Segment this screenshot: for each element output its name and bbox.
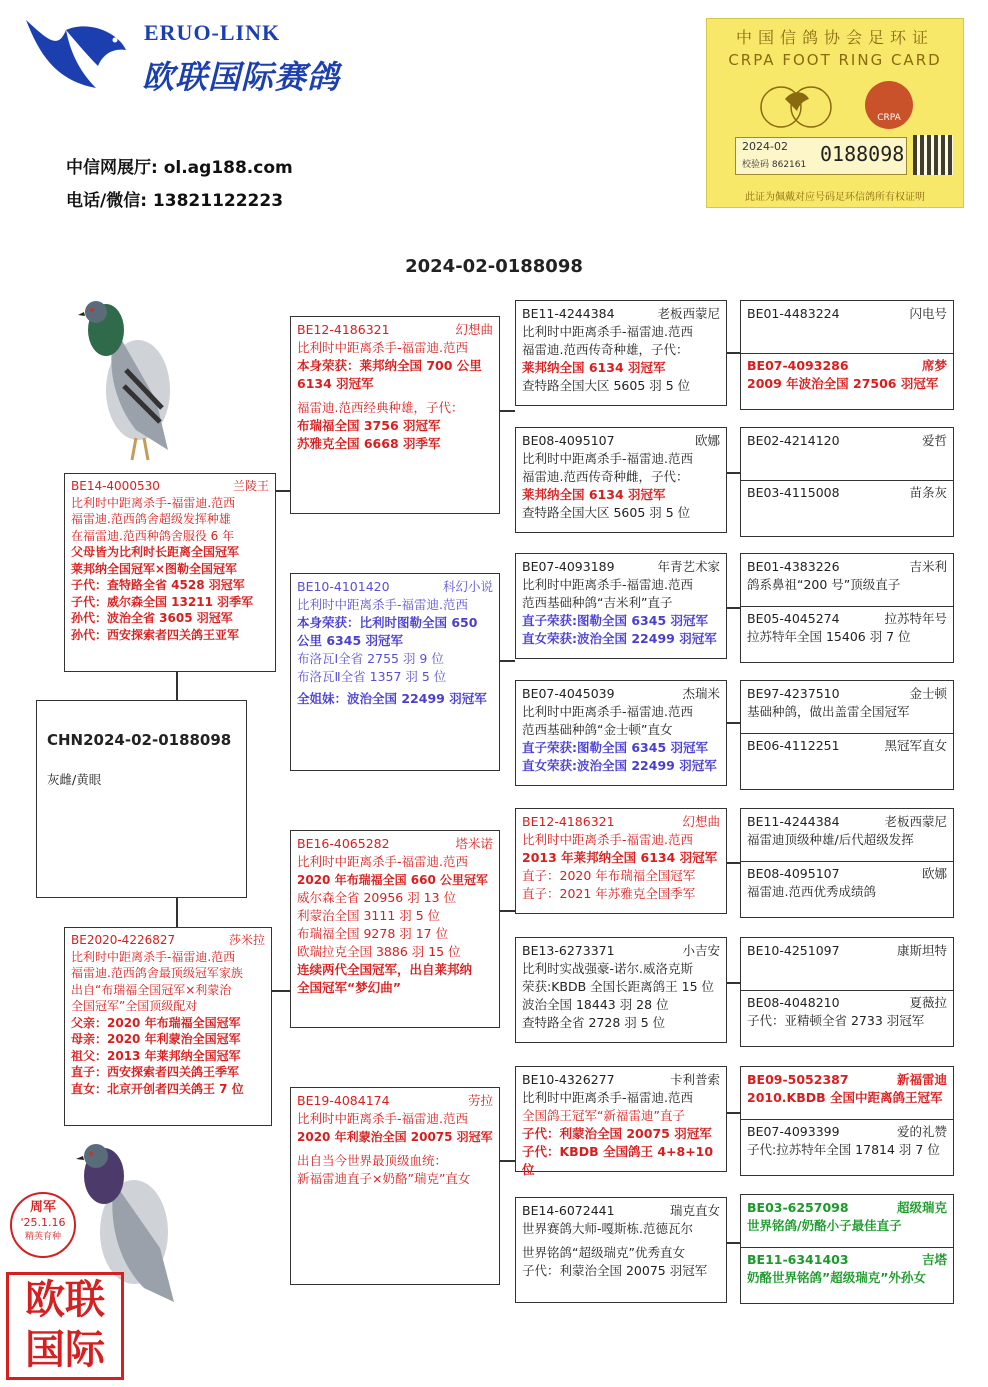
seal-stamp xyxy=(6,1272,124,1380)
gen3-id: BE10-4326277 xyxy=(522,1072,615,1087)
grandsire-sire-box xyxy=(290,316,500,514)
gen4-box xyxy=(740,553,954,663)
gen3-id: BE14-6072441 xyxy=(522,1203,615,1218)
gen4-bot-name: 吉塔 xyxy=(921,1252,947,1267)
stamp-date: '25.1.16 xyxy=(20,1216,66,1229)
gen4-bot-id: BE05-4045274 xyxy=(747,611,840,626)
gen4-bot-note: 子代：亚精顿全省 2733 羽冠军 xyxy=(747,1013,925,1028)
sire-id: BE14-4000530 xyxy=(71,479,160,493)
sd-name: 科幻小说 xyxy=(442,579,493,594)
gen4-bot-id: BE08-4095107 xyxy=(747,866,840,881)
dam-line: 出自“布瑞福全国冠军×利蒙治 xyxy=(71,982,232,997)
gen4-bot-name: 席梦 xyxy=(921,358,947,373)
gen3-box xyxy=(515,680,727,786)
dd-line: 比利时中距离杀手-福雷迪.范西 xyxy=(297,1111,468,1126)
date-stamp xyxy=(10,1192,76,1258)
gen3-line: 荣获:KBDB 全国长距离鸽王 15 位 xyxy=(522,979,715,994)
gen4-bot-note: 福雷迪.范西优秀成绩鸽 xyxy=(747,884,876,899)
granddam-dam-box xyxy=(290,1087,500,1285)
card-title-cn: 中国信鸽协会足环证 xyxy=(735,28,934,47)
dd-line: 新福雷迪直子×奶酪”瑞克”直女 xyxy=(297,1171,471,1186)
gen3-line: 比利时中距离杀手-福雷迪.范西 xyxy=(522,577,693,592)
gen3-name: 瑞克直女 xyxy=(669,1203,720,1218)
gen4-bot-name: 苗条灰 xyxy=(909,485,947,500)
gen3-line: 福雷迪.范西传奇种雌，子代： xyxy=(522,469,689,484)
gen4-box xyxy=(740,1194,954,1304)
gen3-name: 欧娜 xyxy=(694,433,720,448)
globe-pigeon-icon xyxy=(759,81,833,133)
logo-cn: 欧联国际赛鸽 xyxy=(142,58,341,96)
subject-color: 灰雌/黄眼 xyxy=(47,772,102,787)
gen3-line: 范西基础种鸽“吉米利”直子 xyxy=(522,595,673,610)
sd-id: BE10-4101420 xyxy=(297,579,390,594)
gen3-box xyxy=(515,808,727,914)
gen3-id: BE08-4095107 xyxy=(522,433,615,448)
gen4-box xyxy=(740,937,954,1047)
gen4-bot-name: 夏薇拉 xyxy=(909,995,947,1010)
gen4-top-note: 2010.KBDB 全国中距离鸽王冠军 xyxy=(747,1090,943,1105)
gen3-line: 比利时中距离杀手-福雷迪.范西 xyxy=(522,704,693,719)
gen3-honor: 莱邦纳全国 6134 羽冠军 xyxy=(522,487,666,502)
subject-box xyxy=(36,700,247,898)
sire-name: 兰陵王 xyxy=(232,479,269,493)
ring-year: 2024-02 xyxy=(742,140,788,153)
gen3-honor: 直女荣获:波治全国 22499 羽冠军 xyxy=(522,631,717,646)
gen3-name: 老板西蒙尼 xyxy=(657,306,720,321)
gen4-top-name: 吉米利 xyxy=(909,559,947,574)
gen4-bot-note: 奶酪世界铭鸽”超级瑞克”外孙女 xyxy=(747,1270,926,1285)
dam-line: 全国冠军”全国顶级配对 xyxy=(71,999,198,1013)
gen3-id: BE11-4244384 xyxy=(522,306,615,321)
gen4-bot-note: 拉苏特年全国 15406 羽 7 位 xyxy=(747,629,911,644)
gen3-line: 全国鸽王冠军“新福雷迪”直子 xyxy=(522,1108,685,1123)
sire-box xyxy=(64,473,276,672)
gen4-top-id: BE01-4483224 xyxy=(747,306,840,321)
ss-id: BE12-4186321 xyxy=(297,322,390,337)
gen3-honor: 子代：利蒙治全国 20075 羽冠军 xyxy=(522,1126,712,1141)
gen4-bot-id: BE08-4048210 xyxy=(747,995,840,1010)
ring-check: 校验码 862161 xyxy=(742,160,807,170)
gen4-bot-id: BE11-6341403 xyxy=(747,1252,849,1267)
sire-honor: 子代：查特路全省 4528 羽冠军 xyxy=(71,578,245,592)
ds-line: 欧瑞拉克全国 3886 羽 15 位 xyxy=(297,944,461,959)
ds-honor: 全国冠军“梦幻曲” xyxy=(297,980,401,995)
gen3-id: BE13-6273371 xyxy=(522,943,615,958)
crpa-seal-label: CRPA xyxy=(877,113,901,123)
seal-stamp-text: 欧联国际 xyxy=(25,1277,105,1373)
gen3-name: 小吉安 xyxy=(682,943,720,958)
gen3-line: 比利时中距离杀手-福雷迪.范西 xyxy=(522,832,693,847)
ds-line: 威尔森全省 20956 羽 13 位 xyxy=(297,890,457,905)
ds-honor: 2020 年布瑞福全国 660 公里冠军 xyxy=(297,873,488,887)
stamp-label: 精英育种 xyxy=(24,1232,61,1242)
dam-line: 福雷迪.范西鸽舍最顶级冠军家族 xyxy=(71,966,243,980)
ds-honor: 连续两代全国冠军，出自莱邦纳 xyxy=(297,962,473,977)
dd-name: 劳拉 xyxy=(467,1093,493,1108)
gen3-line: 波治全国 18443 羽 28 位 xyxy=(522,997,669,1012)
gen3-id: BE07-4045039 xyxy=(522,686,615,701)
gen3-id: BE07-4093189 xyxy=(522,559,615,574)
gen4-top-note: 基础种鸽，做出盖雷全国冠军 xyxy=(747,704,910,719)
gen3-line: 查特路全国大区 5605 羽 5 位 xyxy=(522,378,691,393)
subject-id: CHN2024-02-0188098 xyxy=(47,731,232,749)
card-title-en: CRPA FOOT RING CARD xyxy=(728,51,942,69)
gen3-line: 直子：2020 年布瑞福全国冠军 xyxy=(522,868,696,883)
ss-name: 幻想曲 xyxy=(455,322,493,337)
foot-ring-card xyxy=(706,18,964,208)
gen4-top-id: BE01-4383226 xyxy=(747,559,840,574)
gen3-box xyxy=(515,553,727,659)
sire-honor: 孙代：波治全省 3605 羽冠军 xyxy=(71,611,233,625)
gen3-name: 卡利普索 xyxy=(669,1072,720,1087)
page-title: 2024-02-0188098 xyxy=(405,256,583,277)
sire-line: 福雷迪.范西鸽舍超级发挥种雄 xyxy=(71,512,231,526)
gen4-box xyxy=(740,427,954,537)
gen4-box xyxy=(740,680,954,790)
ds-id: BE16-4065282 xyxy=(297,836,390,851)
gen3-line: 直子：2021 年苏雅克全国季军 xyxy=(522,886,696,901)
gen4-box xyxy=(740,300,954,410)
gen3-name: 杰瑞米 xyxy=(682,686,720,701)
pigeon-photo-top xyxy=(76,290,176,470)
gen3-line: 福雷迪.范西传奇种雄，子代： xyxy=(522,342,689,357)
gen3-honor: 莱邦纳全国 6134 羽冠军 xyxy=(522,360,666,375)
gen3-name: 年青艺术家 xyxy=(657,559,720,574)
sd-line: 比利时中距离杀手-福雷迪.范西 xyxy=(297,597,468,612)
gen3-line: 比利时中距离杀手-福雷迪.范西 xyxy=(522,451,693,466)
gen4-top-id: BE10-4251097 xyxy=(747,943,840,958)
gen4-bot-id: BE03-4115008 xyxy=(747,485,840,500)
gen4-top-note: 福雷迪顶级种雄/后代超级发挥 xyxy=(747,832,914,847)
dam-name: 莎米拉 xyxy=(228,933,265,947)
ring-number-strip xyxy=(735,137,907,175)
stamp-name: 周军 xyxy=(29,1200,56,1215)
ss-honor: 本身荣获：莱邦纳全国 700 公里 xyxy=(297,358,482,373)
ds-name: 塔米诺 xyxy=(455,836,493,851)
gen3-honor: 直子荣获:图勒全国 6345 羽冠军 xyxy=(522,613,708,628)
gen3-line: 比利时实战强豪-诺尔.威洛克斯 xyxy=(522,961,693,976)
sire-line: 在福雷迪.范西种鸽舍服役 6 年 xyxy=(71,528,235,543)
ds-line: 布瑞福全国 9278 羽 17 位 xyxy=(297,926,449,941)
dam-id: BE2020-4226827 xyxy=(71,933,176,947)
gen4-top-id: BE97-4237510 xyxy=(747,686,840,701)
gen4-top-name: 爱哲 xyxy=(921,433,947,448)
gen3-line: 世界赛鸽大师-嘎斯栋.范德瓦尔 xyxy=(522,1221,693,1236)
ss-line: 福雷迪.范西经典种雄，子代： xyxy=(297,400,464,415)
gen3-line: 范西基础种鸽“金士顿”直女 xyxy=(522,722,673,737)
gen4-top-name: 新福雷迪 xyxy=(896,1072,947,1087)
qr-code-icon xyxy=(913,135,953,175)
sd-line: 布洛瓦Ⅰ全省 2755 羽 9 位 xyxy=(297,651,444,666)
gen4-box xyxy=(740,808,954,918)
gen3-honor: 直子荣获:图勒全国 6345 羽冠军 xyxy=(522,740,708,755)
ds-line: 比利时中距离杀手-福雷迪.范西 xyxy=(297,854,468,869)
gen3-name: 幻想曲 xyxy=(682,814,720,829)
gen4-top-name: 康斯坦特 xyxy=(896,943,947,958)
logo xyxy=(18,10,418,110)
gen4-bot-id: BE07-4093399 xyxy=(747,1124,840,1139)
gen4-top-note: 世界铭鸽/奶酪小子最佳直子 xyxy=(747,1218,902,1233)
sire-honor: 子代：威尔森全国 13211 羽季军 xyxy=(71,594,254,609)
dam-honor: 祖父：2013 年莱邦纳全国冠军 xyxy=(71,1048,241,1063)
gen4-bot-name: 拉苏特年号 xyxy=(884,611,947,626)
dd-honor: 2020 年利蒙治全国 20075 羽冠军 xyxy=(297,1130,493,1144)
gen3-line: 比利时中距离杀手-福雷迪.范西 xyxy=(522,1090,693,1105)
gen4-bot-note: 2009 年波治全国 27506 羽冠军 xyxy=(747,376,939,391)
ss-honor: 苏雅克全国 6668 羽季军 xyxy=(297,436,441,451)
card-footer: 此证为佩戴对应号码足环信鸽所有权证明 xyxy=(745,192,925,203)
ss-honor: 6134 羽冠军 xyxy=(297,376,374,391)
sire-honor: 孙代：西安探索者四关鸽王亚军 xyxy=(71,627,240,642)
dd-id: BE19-4084174 xyxy=(297,1093,390,1108)
sd-honor: 公里 6345 羽冠军 xyxy=(297,633,403,648)
gen4-top-name: 金士顿 xyxy=(909,686,947,701)
gen3-honor: 直女荣获:波治全国 22499 羽冠军 xyxy=(522,758,717,773)
dam-honor: 母亲：2020 年利蒙治全国冠军 xyxy=(71,1032,241,1046)
gen4-box xyxy=(740,1066,954,1176)
granddam-sire-box xyxy=(290,573,500,771)
gen4-bot-id: BE06-4112251 xyxy=(747,738,840,753)
ring-number: 0188098 xyxy=(820,142,905,166)
gen3-line: 世界铭鸽“超级瑞克”优秀直女 xyxy=(522,1245,685,1260)
gen3-line: 子代：利蒙治全国 20075 羽冠军 xyxy=(522,1263,708,1278)
sire-honor: 莱邦纳全国冠军×图勒全国冠军 xyxy=(71,561,238,576)
gen4-top-name: 老板西蒙尼 xyxy=(884,814,947,829)
dam-box xyxy=(64,927,272,1126)
gen4-bot-note: 子代:拉苏特年全国 17814 羽 7 位 xyxy=(747,1142,940,1157)
gen3-box xyxy=(515,427,727,533)
dam-line: 比利时中距离杀手-福雷迪.范西 xyxy=(71,949,236,964)
sd-line: 布洛瓦Ⅱ全省 1357 羽 5 位 xyxy=(297,669,447,684)
dove-logo-icon xyxy=(18,10,133,105)
sd-honor: 本身荣获：比利时图勒全国 650 xyxy=(297,615,478,630)
gen4-top-note: 鸽系鼻祖“200 号”顶级直子 xyxy=(747,577,901,592)
gen4-top-name: 闪电号 xyxy=(909,306,947,321)
dd-line: 出自当今世界最顶级血统： xyxy=(297,1153,448,1168)
gen3-line: 查特路全国大区 5605 羽 5 位 xyxy=(522,505,691,520)
gen4-bot-name: 欧娜 xyxy=(921,866,947,881)
gen3-box xyxy=(515,1066,727,1177)
dam-honor: 直子：西安探索者四关鸽王季军 xyxy=(71,1065,240,1079)
grandsire-dam-box xyxy=(290,830,500,1028)
ds-line: 利蒙治全国 3111 羽 5 位 xyxy=(297,908,441,923)
dam-honor: 直女：北京开创者四关鸽王 7 位 xyxy=(71,1081,244,1096)
gen3-box xyxy=(515,937,727,1043)
gen3-line: 比利时中距离杀手-福雷迪.范西 xyxy=(522,324,693,339)
gen4-top-id: BE02-4214120 xyxy=(747,433,840,448)
phone-text: 电话/微信: 13821122223 xyxy=(66,191,284,211)
gen3-id: BE12-4186321 xyxy=(522,814,615,829)
gen3-box xyxy=(515,1197,727,1303)
gen4-bot-name: 爱的礼赞 xyxy=(896,1124,947,1139)
dam-honor: 父亲：2020 年布瑞福全国冠军 xyxy=(71,1015,241,1030)
ss-honor: 布瑞福全国 3756 羽冠军 xyxy=(297,418,441,433)
gen4-top-name: 超级瑞克 xyxy=(896,1200,947,1215)
gen4-top-id: BE03-6257098 xyxy=(747,1200,849,1215)
gen4-bot-id: BE07-4093286 xyxy=(747,358,849,373)
ss-line: 比利时中距离杀手-福雷迪.范西 xyxy=(297,340,468,355)
gen3-honor: 子代：KBDB 全国鸽王 4+8+10 位 xyxy=(522,1144,714,1177)
gen4-top-id: BE11-4244384 xyxy=(747,814,840,829)
website-text: 中信网展厅: ol.ag188.com xyxy=(66,158,293,178)
sire-honor: 父母皆为比利时长距离全国冠军 xyxy=(71,545,240,559)
gen3-box xyxy=(515,300,727,406)
sd-honor: 全姐妹：波治全国 22499 羽冠军 xyxy=(297,691,487,706)
logo-en: ERUO-LINK xyxy=(144,20,281,45)
sire-line: 比利时中距离杀手-福雷迪.范西 xyxy=(71,495,236,510)
gen4-bot-name: 黑冠军直女 xyxy=(884,738,947,753)
gen3-honor: 2013 年莱邦纳全国 6134 羽冠军 xyxy=(522,850,718,865)
gen3-line: 查特路全省 2728 羽 5 位 xyxy=(522,1015,666,1030)
crpa-seal xyxy=(865,81,913,129)
gen4-top-id: BE09-5052387 xyxy=(747,1072,849,1087)
